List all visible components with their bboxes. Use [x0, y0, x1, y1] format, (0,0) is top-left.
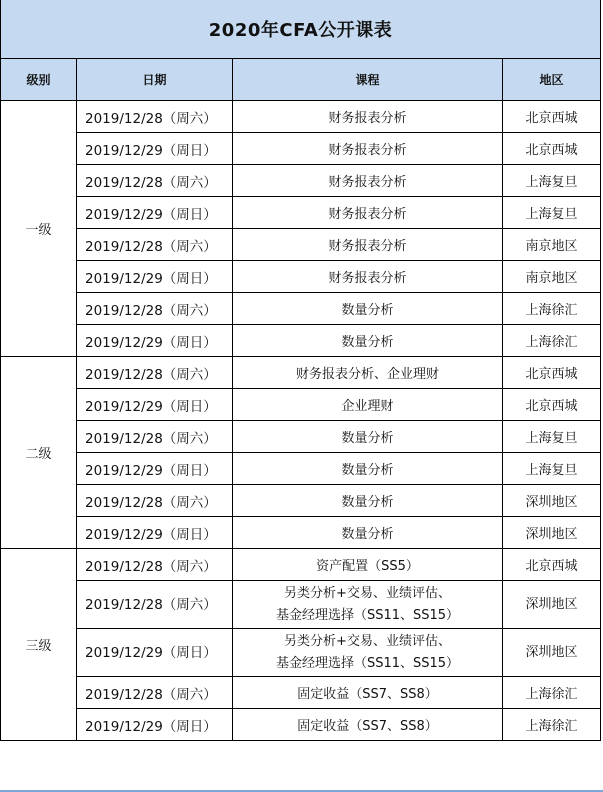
course-cell: 固定收益（SS7、SS8） — [233, 677, 503, 709]
region-cell: 南京地区 — [503, 261, 601, 293]
region-cell: 深圳地区 — [503, 629, 601, 677]
course-cell: 资产配置（SS5） — [233, 549, 503, 581]
region-cell: 深圳地区 — [503, 485, 601, 517]
level-cell: 二级 — [1, 357, 77, 549]
header-region: 地区 — [503, 59, 601, 101]
course-cell — [233, 629, 503, 677]
course-cell: 数量分析 — [233, 453, 503, 485]
course-cell: 财务报表分析 — [233, 229, 503, 261]
course-line-2: 基金经理选择（SS11、SS15） — [275, 607, 460, 623]
course-cell: 数量分析 — [233, 325, 503, 357]
table-row — [1, 293, 601, 325]
table-row — [1, 261, 601, 293]
date-cell: 2019/12/28（周六） — [77, 293, 233, 325]
course-cell: 财务报表分析、企业理财 — [233, 357, 503, 389]
date-cell: 2019/12/29（周日） — [77, 629, 233, 677]
course-line-1: 另类分析+交易、业绩评估、 — [284, 585, 451, 601]
table-row — [1, 357, 601, 389]
level-cell: 三级 — [1, 549, 77, 741]
course-cell: 数量分析 — [233, 485, 503, 517]
date-cell: 2019/12/29（周日） — [77, 133, 233, 165]
region-cell: 上海复旦 — [503, 165, 601, 197]
region-cell: 深圳地区 — [503, 581, 601, 629]
region-cell: 北京西城 — [503, 357, 601, 389]
table-row — [1, 197, 601, 229]
course-cell: 财务报表分析 — [233, 165, 503, 197]
date-cell: 2019/12/29（周日） — [77, 261, 233, 293]
table-row — [1, 389, 601, 421]
date-cell: 2019/12/29（周日） — [77, 197, 233, 229]
table-row — [1, 133, 601, 165]
region-cell: 北京西城 — [503, 133, 601, 165]
course-cell — [233, 581, 503, 629]
table-row — [1, 485, 601, 517]
region-cell: 上海徐汇 — [503, 709, 601, 741]
table-row — [1, 581, 601, 629]
table-row — [1, 165, 601, 197]
course-cell: 数量分析 — [233, 517, 503, 549]
date-cell: 2019/12/28（周六） — [77, 229, 233, 261]
date-cell: 2019/12/29（周日） — [77, 389, 233, 421]
header-level: 级别 — [1, 59, 77, 101]
date-cell: 2019/12/28（周六） — [77, 165, 233, 197]
table-row — [1, 517, 601, 549]
table-row — [1, 549, 601, 581]
level-cell: 一级 — [1, 101, 77, 357]
date-cell: 2019/12/28（周六） — [77, 485, 233, 517]
table-row — [1, 629, 601, 677]
table-row — [1, 709, 601, 741]
region-cell: 深圳地区 — [503, 517, 601, 549]
course-cell: 财务报表分析 — [233, 197, 503, 229]
course-cell: 财务报表分析 — [233, 101, 503, 133]
table-row — [1, 325, 601, 357]
table-title: 2020年CFA公开课表 — [1, 0, 601, 59]
table-row — [1, 453, 601, 485]
date-cell: 2019/12/29（周日） — [77, 709, 233, 741]
date-cell: 2019/12/28（周六） — [77, 357, 233, 389]
region-cell: 上海徐汇 — [503, 325, 601, 357]
date-cell: 2019/12/28（周六） — [77, 581, 233, 629]
date-cell: 2019/12/28（周六） — [77, 549, 233, 581]
region-cell: 北京西城 — [503, 549, 601, 581]
course-cell: 财务报表分析 — [233, 133, 503, 165]
date-cell: 2019/12/28（周六） — [77, 421, 233, 453]
region-cell: 上海徐汇 — [503, 293, 601, 325]
course-cell: 固定收益（SS7、SS8） — [233, 709, 503, 741]
course-line-1: 另类分析+交易、业绩评估、 — [284, 633, 451, 649]
course-cell: 财务报表分析 — [233, 261, 503, 293]
course-cell: 数量分析 — [233, 293, 503, 325]
date-cell: 2019/12/29（周日） — [77, 517, 233, 549]
header-course: 课程 — [233, 59, 503, 101]
date-cell: 2019/12/29（周日） — [77, 453, 233, 485]
date-cell: 2019/12/29（周日） — [77, 325, 233, 357]
date-cell: 2019/12/28（周六） — [77, 677, 233, 709]
table-row — [1, 229, 601, 261]
header-row — [1, 59, 601, 101]
course-cell: 企业理财 — [233, 389, 503, 421]
course-line-2: 基金经理选择（SS11、SS15） — [275, 655, 460, 671]
region-cell: 北京西城 — [503, 389, 601, 421]
date-cell: 2019/12/28（周六） — [77, 101, 233, 133]
course-cell: 数量分析 — [233, 421, 503, 453]
region-cell: 上海复旦 — [503, 453, 601, 485]
region-cell: 南京地区 — [503, 229, 601, 261]
region-cell: 上海徐汇 — [503, 677, 601, 709]
region-cell: 上海复旦 — [503, 197, 601, 229]
region-cell: 北京西城 — [503, 101, 601, 133]
table-row — [1, 101, 601, 133]
table-row — [1, 677, 601, 709]
region-cell: 上海复旦 — [503, 421, 601, 453]
table-row — [1, 421, 601, 453]
title-row — [1, 0, 601, 59]
header-date: 日期 — [77, 59, 233, 101]
